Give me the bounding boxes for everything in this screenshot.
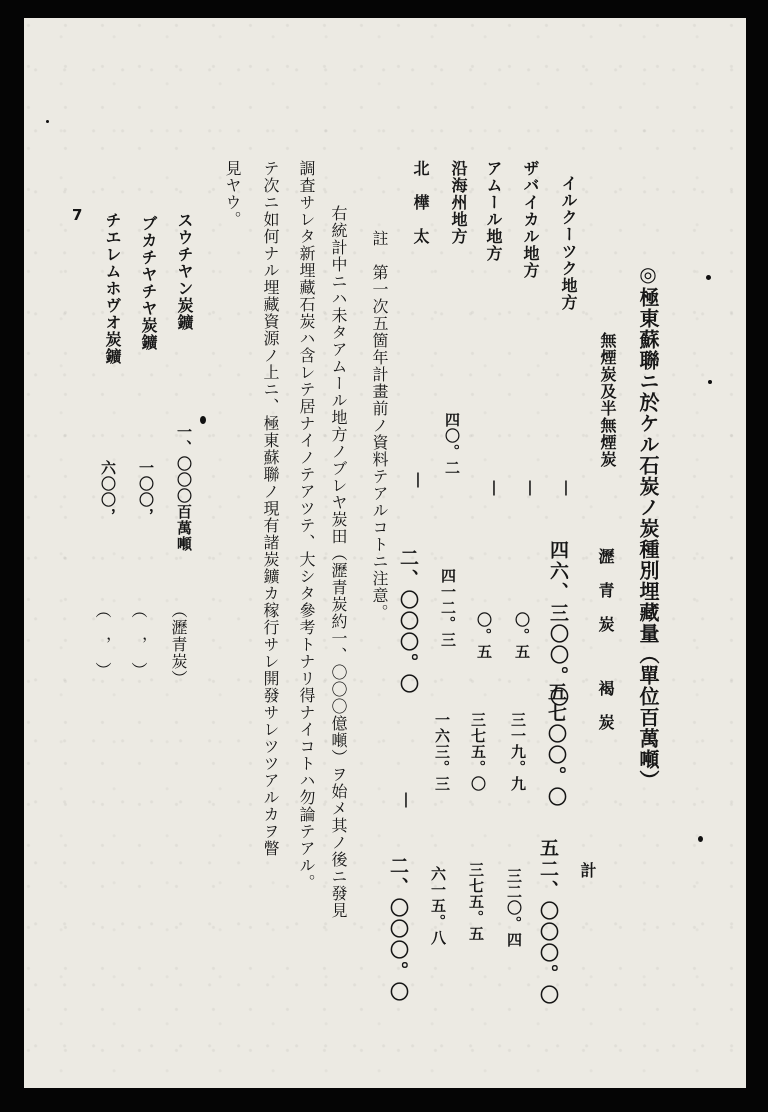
header-bituminous: 瀝 青 炭 xyxy=(596,548,615,633)
header-total: 計 xyxy=(578,862,597,879)
row-lignite: 三七五。〇 xyxy=(469,712,487,792)
mine-amount: 六〇〇， xyxy=(99,460,117,524)
document-title: ◎極東蘇聯ニ於ケル石炭ノ炭種別埋藏量（單位百萬噸） xyxy=(636,262,660,791)
mine-name: ブカチヤチヤ炭鑛 xyxy=(139,215,158,351)
mine-type: （ ， ） xyxy=(129,602,148,679)
page-number: 7 xyxy=(72,206,83,224)
header-anthracite: 無煙炭及半無煙炭 xyxy=(598,332,617,468)
mine-type: （瀝青炭） xyxy=(169,602,188,687)
row-bituminous: 〇。五 xyxy=(513,612,531,660)
scan-speck xyxy=(706,275,711,280)
paragraph-line: 調査サレタ新埋藏石炭ハ含レテ居ナイノテアツテ、大シタ參考トナリ得ナイコトハ勿論テアル。 xyxy=(297,160,316,891)
row-region: 北 樺 太 xyxy=(411,160,430,245)
row-lignite: | xyxy=(397,790,415,809)
row-anthracite: | xyxy=(409,470,427,489)
paragraph-line: テ次ニ如何ナル埋藏資源ノ上ニ、極東蘇聯ノ現有諸炭鑛カ稼行サレ開發サレツツアルカヲ瞥 xyxy=(261,160,280,857)
scan-speck xyxy=(46,120,49,123)
row-bituminous: 二、〇〇〇。〇 xyxy=(397,548,419,695)
mine-name: チエレムホヴオ炭鑛 xyxy=(103,212,122,365)
mine-type: （ ， ） xyxy=(93,602,112,679)
paragraph-line: 見ヤウ。 xyxy=(223,160,242,228)
row-total: 三二〇。四 xyxy=(505,868,523,948)
mine-name: スウチヤン炭鑛 xyxy=(175,212,194,331)
row-bituminous: 四六、三〇〇。〇 xyxy=(547,540,569,708)
header-lignite: 褐 炭 xyxy=(596,680,615,731)
row-lignite: 三一九。九 xyxy=(509,712,527,792)
row-anthracite: | xyxy=(557,478,575,497)
row-total: 六一五。八 xyxy=(429,866,447,946)
paragraph-line: 右統計中ニハ未タアムール地方ノブレヤ炭田（瀝青炭約一、〇〇〇億噸）ヲ始メ其ノ後ニ發見 xyxy=(329,205,348,919)
row-lignite: 一六三。三 xyxy=(433,712,451,792)
row-total: 五二、〇〇〇。〇 xyxy=(537,838,559,1006)
row-region: 沿海州地方 xyxy=(449,160,468,245)
row-anthracite: | xyxy=(485,478,503,497)
scan-speck xyxy=(698,836,703,842)
table-note: 註 第一次五箇年計畫前ノ資料テアルコトニ注意。 xyxy=(370,230,389,621)
mine-amount: 一、〇〇〇百萬噸 xyxy=(175,424,193,552)
row-total: 二、〇〇〇。〇 xyxy=(387,856,409,1003)
row-region: アムール地方 xyxy=(484,160,503,262)
scan-speck xyxy=(200,416,206,424)
row-region: ザバイカル地方 xyxy=(521,160,540,279)
row-lignite: 五七〇〇。〇 xyxy=(545,682,567,808)
row-bituminous: 〇。五 xyxy=(475,612,493,660)
row-anthracite: | xyxy=(521,478,539,497)
row-anthracite: 四〇。二 xyxy=(443,412,461,476)
mine-amount: 一〇〇， xyxy=(137,460,155,524)
row-total: 三七五。五 xyxy=(467,862,485,942)
scan-speck xyxy=(708,380,712,384)
row-bituminous: 四一二。三 xyxy=(439,568,457,648)
row-region: イルクーツク地方 xyxy=(559,175,578,311)
